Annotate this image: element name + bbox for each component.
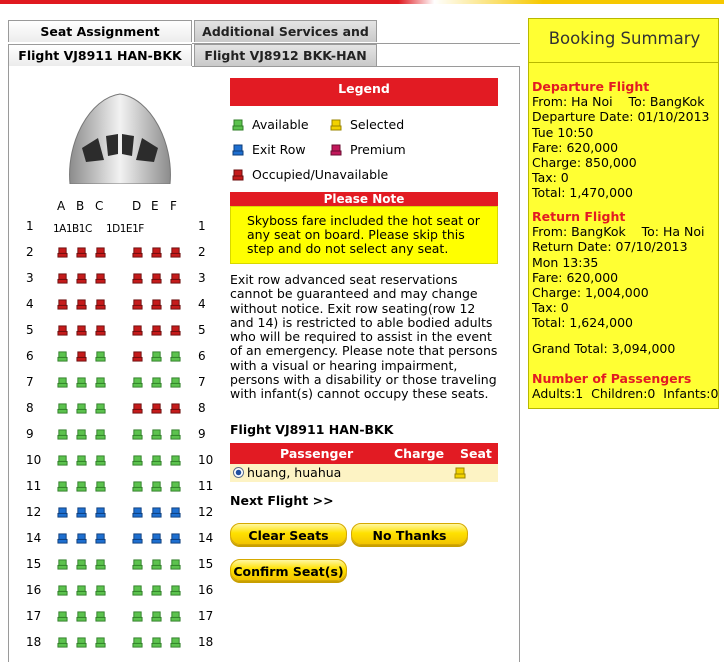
seat-occupied	[170, 403, 181, 414]
row-number-right: 3	[198, 271, 206, 285]
seat-occupied	[76, 247, 87, 258]
seat-available[interactable]	[132, 455, 143, 466]
seat-occupied	[151, 273, 162, 284]
row-number-right: 17	[198, 609, 214, 623]
tab-divider	[192, 43, 520, 44]
seat-available[interactable]	[95, 351, 106, 362]
seat-column-label: D	[132, 199, 142, 213]
next-flight-link[interactable]: Next Flight >>	[230, 493, 334, 508]
departure-time: Tue 10:50	[532, 124, 594, 140]
seat-column-label: B	[76, 199, 85, 213]
seat-available[interactable]	[76, 611, 87, 622]
seat-exit-icon	[232, 144, 244, 156]
departure-section	[532, 79, 710, 201]
row-number-left: 4	[26, 297, 34, 311]
note-header: Please Note	[230, 192, 498, 206]
seat-available[interactable]	[57, 351, 68, 362]
seat-available[interactable]	[151, 377, 162, 388]
seat-available[interactable]	[95, 559, 106, 570]
passenger-radio[interactable]	[233, 467, 244, 478]
seat-available[interactable]	[76, 481, 87, 492]
row1-seat-labels: 1A1B1C 1D1E1F	[53, 223, 144, 235]
seat-available[interactable]	[57, 455, 68, 466]
seat-exit[interactable]	[151, 507, 162, 518]
departure-fare: Fare: 620,000	[532, 139, 619, 155]
seat-occupied	[95, 247, 106, 258]
seat-occupied	[57, 273, 68, 284]
seat-available[interactable]	[57, 481, 68, 492]
seat-occupied	[95, 299, 106, 310]
table-row[interactable]	[230, 464, 498, 482]
row-number-left: 8	[26, 401, 34, 415]
no-thanks-button[interactable]: No Thanks	[351, 523, 468, 545]
seat-available[interactable]	[95, 481, 106, 492]
seat-available[interactable]	[132, 585, 143, 596]
departure-route: From: Ha Noi To: BangKok	[532, 94, 705, 110]
passenger-table-header	[230, 443, 498, 464]
col-charge: Charge	[394, 446, 445, 461]
seat-available[interactable]	[95, 429, 106, 440]
return-total: Total: 1,624,000	[532, 315, 633, 331]
row-number-left: 9	[26, 427, 34, 441]
row-number-right: 15	[198, 557, 214, 571]
seat-available[interactable]	[151, 559, 162, 570]
seat-exit[interactable]	[57, 533, 68, 544]
seat-occupied	[132, 247, 143, 258]
seat-occupied	[57, 247, 68, 258]
seat-occupied	[132, 351, 143, 362]
booking-summary	[528, 18, 719, 409]
seat-exit[interactable]	[57, 507, 68, 518]
seat-exit[interactable]	[95, 533, 106, 544]
col-seat: Seat	[460, 446, 492, 461]
grand-total: Grand Total: 3,094,000	[532, 341, 676, 356]
seat-column-label: E	[151, 199, 159, 213]
seat-exit[interactable]	[170, 507, 181, 518]
legend-available: Available	[232, 117, 309, 132]
seat-occupied	[57, 299, 68, 310]
seat-occupied	[132, 299, 143, 310]
seat-available[interactable]	[76, 585, 87, 596]
row-number-left: 12	[26, 505, 42, 519]
seat-available[interactable]	[170, 351, 181, 362]
seat-occupied	[151, 403, 162, 414]
row-number-right: 9	[198, 427, 206, 441]
return-fare: Fare: 620,000	[532, 269, 619, 285]
seat-occupied	[151, 299, 162, 310]
row-number-right: 2	[198, 245, 206, 259]
seat-available[interactable]	[151, 585, 162, 596]
legend-header: Legend	[230, 78, 498, 106]
seat-available[interactable]	[95, 585, 106, 596]
seat-occupied	[151, 247, 162, 258]
passenger-name: huang, huahua	[247, 465, 342, 480]
seat-available[interactable]	[76, 559, 87, 570]
seat-available[interactable]	[170, 637, 181, 648]
seat-available[interactable]	[132, 429, 143, 440]
row-number-left: 3	[26, 271, 34, 285]
row-number-left: 6	[26, 349, 34, 363]
seat-column-label: A	[57, 199, 66, 213]
seat-available[interactable]	[151, 351, 162, 362]
seat-occupied	[170, 247, 181, 258]
row-number-left: 17	[26, 609, 42, 623]
legend-exit-row: Exit Row	[232, 142, 306, 157]
row-number-right: 8	[198, 401, 206, 415]
return-charge: Charge: 1,004,000	[532, 285, 649, 301]
passengers-section	[532, 371, 718, 401]
seat-available[interactable]	[170, 611, 181, 622]
row-number-right: 1	[198, 219, 206, 233]
row-number-left: 11	[26, 479, 42, 493]
seat-occupied	[132, 273, 143, 284]
row-number-right: 6	[198, 349, 206, 363]
seat-available[interactable]	[95, 637, 106, 648]
seat-available[interactable]	[151, 455, 162, 466]
seat-available[interactable]	[76, 429, 87, 440]
summary-divider	[529, 62, 719, 63]
return-tax: Tax: 0	[532, 300, 569, 316]
seat-exit[interactable]	[95, 507, 106, 518]
seat-available[interactable]	[57, 377, 68, 388]
seat-available[interactable]	[76, 377, 87, 388]
seat-occupied	[170, 299, 181, 310]
seat-available[interactable]	[76, 403, 87, 414]
top-brand-bar	[0, 0, 724, 4]
seat-available[interactable]	[95, 611, 106, 622]
seat-exit[interactable]	[76, 507, 87, 518]
seat-available[interactable]	[132, 637, 143, 648]
seat-occupied	[76, 299, 87, 310]
seat-exit[interactable]	[76, 533, 87, 544]
row-number-left: 14	[26, 531, 42, 545]
seat-available[interactable]	[57, 429, 68, 440]
summary-title: Booking Summary	[548, 29, 701, 48]
seat-available[interactable]	[57, 611, 68, 622]
departure-date: Departure Date: 01/10/2013	[532, 109, 710, 125]
row-number-left: 16	[26, 583, 42, 597]
seat-available[interactable]	[170, 559, 181, 570]
row-number-right: 11	[198, 479, 214, 493]
tab-additional-services[interactable]: Additional Services and	[194, 20, 377, 42]
return-route: From: BangKok To: Ha Noi	[532, 224, 705, 240]
seat-available[interactable]	[95, 455, 106, 466]
row-number-right: 14	[198, 531, 214, 545]
seat-available-icon	[232, 119, 244, 131]
seat-available[interactable]	[76, 455, 87, 466]
passenger-counts: Adults:1 Children:0 Infants:0	[532, 386, 719, 402]
seat-occupied	[151, 325, 162, 336]
seat-available[interactable]	[170, 481, 181, 492]
departure-tax: Tax: 0	[532, 170, 569, 186]
seat-column-label: C	[95, 199, 104, 213]
tab-flight-return[interactable]: Flight VJ8912 BKK-HAN	[194, 44, 377, 66]
return-time: Mon 13:35	[532, 254, 599, 270]
seat-available[interactable]	[170, 429, 181, 440]
departure-total: Total: 1,470,000	[532, 185, 633, 201]
seat-available[interactable]	[132, 611, 143, 622]
row-number-left: 18	[26, 635, 42, 649]
seat-available[interactable]	[151, 429, 162, 440]
legend-occupied: Occupied/Unavailable	[232, 167, 388, 182]
seat-exit[interactable]	[132, 533, 143, 544]
tab-flight-outbound[interactable]: Flight VJ8911 HAN-BKK	[8, 44, 192, 66]
seat-occupied	[76, 351, 87, 362]
seat-available[interactable]	[170, 377, 181, 388]
seat-available[interactable]	[57, 637, 68, 648]
row-number-right: 16	[198, 583, 214, 597]
row-number-right: 7	[198, 375, 206, 389]
seat-column-label: F	[170, 199, 177, 213]
row-number-right: 12	[198, 505, 214, 519]
row-number-left: 10	[26, 453, 42, 467]
col-passenger: Passenger	[280, 446, 354, 461]
row-number-right: 10	[198, 453, 214, 467]
seat-available[interactable]	[57, 585, 68, 596]
confirm-seats-button[interactable]: Confirm Seat(s)	[230, 559, 347, 581]
seat-occupied	[170, 273, 181, 284]
departure-heading: Departure Flight	[532, 79, 650, 94]
seat-available[interactable]	[76, 637, 87, 648]
seat-premium-icon	[330, 144, 342, 156]
row-number-left: 2	[26, 245, 34, 259]
seat-available[interactable]	[151, 481, 162, 492]
seat-occupied	[57, 325, 68, 336]
current-flight-title: Flight VJ8911 HAN-BKK	[230, 422, 394, 437]
seat-exit[interactable]	[151, 533, 162, 544]
seat-selected-icon	[330, 119, 342, 131]
return-section	[532, 209, 704, 331]
seat-occupied	[95, 273, 106, 284]
clear-seats-button[interactable]: Clear Seats	[230, 523, 347, 545]
seat-available[interactable]	[57, 403, 68, 414]
return-date: Return Date: 07/10/2013	[532, 239, 688, 255]
seat-available[interactable]	[132, 481, 143, 492]
exit-row-info: Exit row advanced seat reservations cannot be guaranteed and may change without notice. Exit row seating(row 12 and 14) is restricted to able bodied adults who will be required to assist in the event of an emergency. Please note that persons with a visual or hearing impairment, persons with a disability or those traveling with infant(s) cannot occupy these seats.	[230, 272, 498, 402]
row-number-left: 5	[26, 323, 34, 337]
aircraft-nose-icon	[60, 92, 180, 184]
seat-selected-icon	[454, 467, 466, 479]
row-number-right: 18	[198, 635, 214, 649]
seat-occupied	[76, 325, 87, 336]
seat-available[interactable]	[151, 637, 162, 648]
seat-available[interactable]	[132, 559, 143, 570]
seat-occupied-icon	[232, 169, 244, 181]
seat-exit[interactable]	[132, 507, 143, 518]
seat-available[interactable]	[57, 559, 68, 570]
row-number-right: 5	[198, 323, 206, 337]
row-number-left: 15	[26, 557, 42, 571]
seat-available[interactable]	[170, 455, 181, 466]
row-number-left: 1	[26, 219, 34, 233]
departure-charge: Charge: 850,000	[532, 155, 637, 171]
row-number-left: 7	[26, 375, 34, 389]
seat-occupied	[76, 273, 87, 284]
seat-available[interactable]	[170, 585, 181, 596]
row-number-right: 4	[198, 297, 206, 311]
seat-available[interactable]	[95, 377, 106, 388]
seat-available[interactable]	[95, 403, 106, 414]
note-text: Skyboss fare included the hot seat or any seat on board. Please skip this step and do not select any seat.	[230, 206, 498, 264]
return-heading: Return Flight	[532, 209, 626, 224]
seat-occupied	[132, 325, 143, 336]
seat-occupied	[132, 403, 143, 414]
seat-exit[interactable]	[170, 533, 181, 544]
seat-occupied	[170, 325, 181, 336]
legend-selected: Selected	[330, 117, 404, 132]
passengers-heading: Number of Passengers	[532, 371, 692, 386]
seat-occupied	[95, 325, 106, 336]
legend-premium: Premium	[330, 142, 406, 157]
seat-available[interactable]	[151, 611, 162, 622]
seat-available[interactable]	[132, 377, 143, 388]
tab-seat-assignment[interactable]: Seat Assignment	[8, 20, 192, 42]
